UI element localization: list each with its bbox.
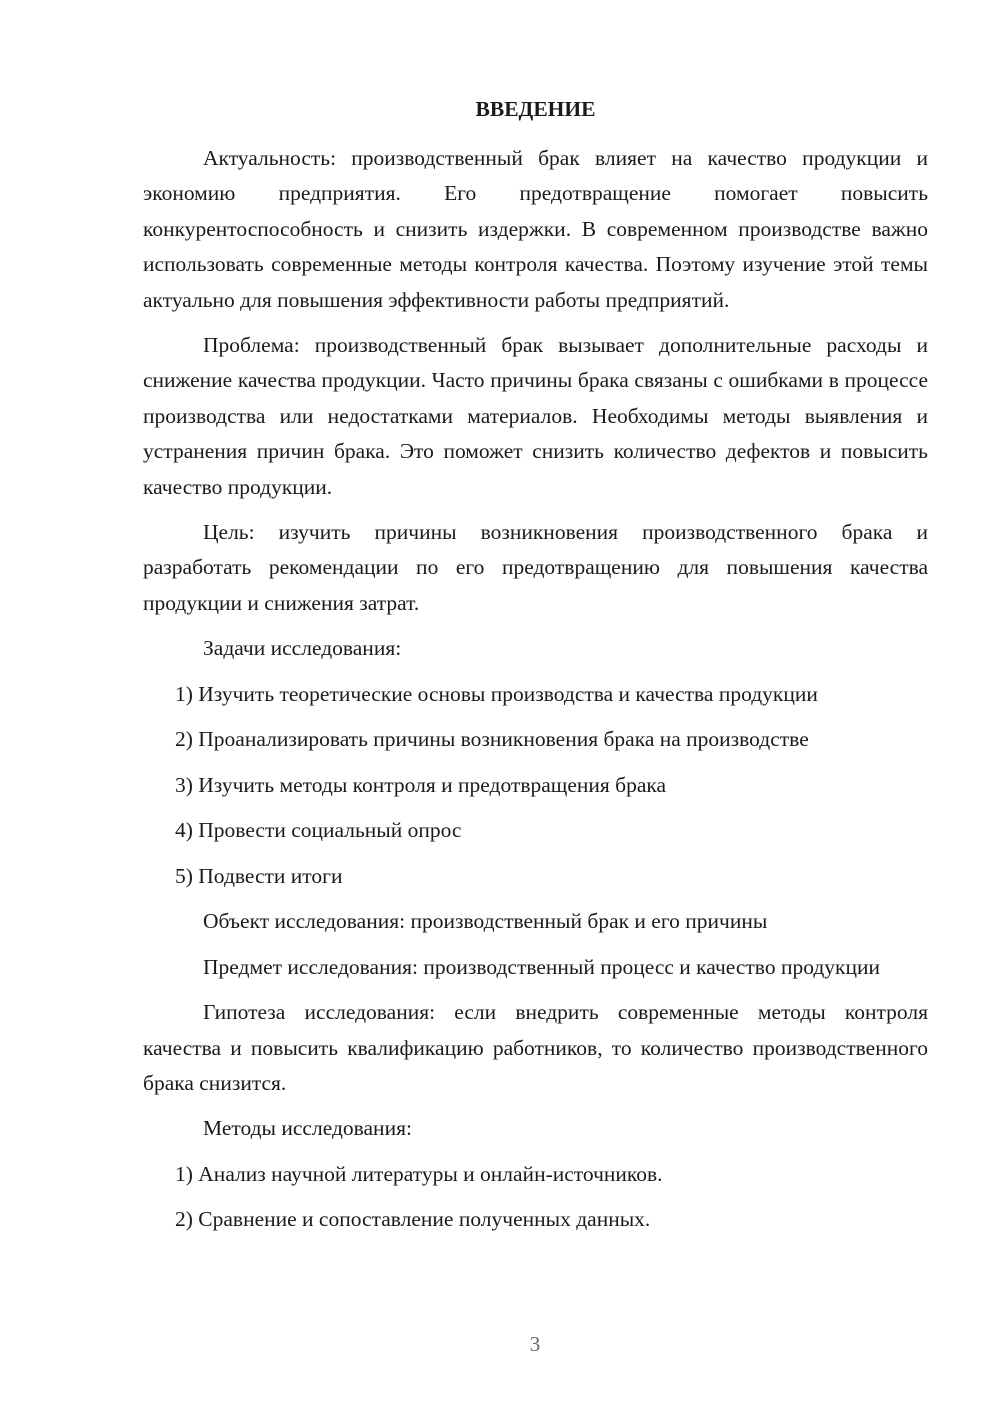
research-object: Объект исследования: производственный брак и его причины [203,909,768,934]
method-item-1: 1) Анализ научной литературы и онлайн-источников. [175,1161,663,1186]
task-item-5: 5) Подвести итоги [175,863,343,888]
research-subject: Предмет исследования: производственный процесс и качество продукции [203,954,880,979]
relevance-paragraph: Актуальность: производственный брак влияет на качество продукции и экономию предприятия. Его предотвращение помогает повысить конкурентоспособность и снизить издержки. В современном производстве важно использовать современные методы контроля качества. Поэтому изучение этой темы актуально для повышения эффективности работы предприятий. [143,146,928,312]
method-item-2: 2) Сравнение и сопоставление полученных данных. [175,1207,651,1232]
task-item-2: 2) Проанализировать причины возникновения брака на производстве [175,727,809,752]
task-item-4: 4) Провести социальный опрос [175,818,462,843]
task-item-1: 1) Изучить теоретические основы производства и качества продукции [175,681,818,706]
problem-paragraph: Проблема: производственный брак вызывает дополнительные расходы и снижение качества продукции. Часто причины брака связаны с ошибками в процессе производства или недостатками материалов. Необходимы методы выявления и устранения причин брака. Это поможет снизить количество дефектов и повысить качество продукции. [143,333,928,499]
research-hypothesis: Гипотеза исследования: если внедрить современные методы контроля качества и повысить квалификацию работников, то количество производственного брака снизится. [143,1000,928,1095]
methods-heading: Методы исследования: [203,1116,412,1141]
task-item-3: 3) Изучить методы контроля и предотвращения брака [175,772,667,797]
page-title: ВВЕДЕНИЕ [475,97,596,121]
goal-paragraph: Цель: изучить причины возникновения производственного брака и разработать рекомендации по его предотвращению для повышения качества продукции и снижения затрат. [143,520,928,615]
document-body [143,92,928,1248]
page-number: 3 [529,1332,541,1356]
tasks-heading: Задачи исследования: [203,636,402,661]
